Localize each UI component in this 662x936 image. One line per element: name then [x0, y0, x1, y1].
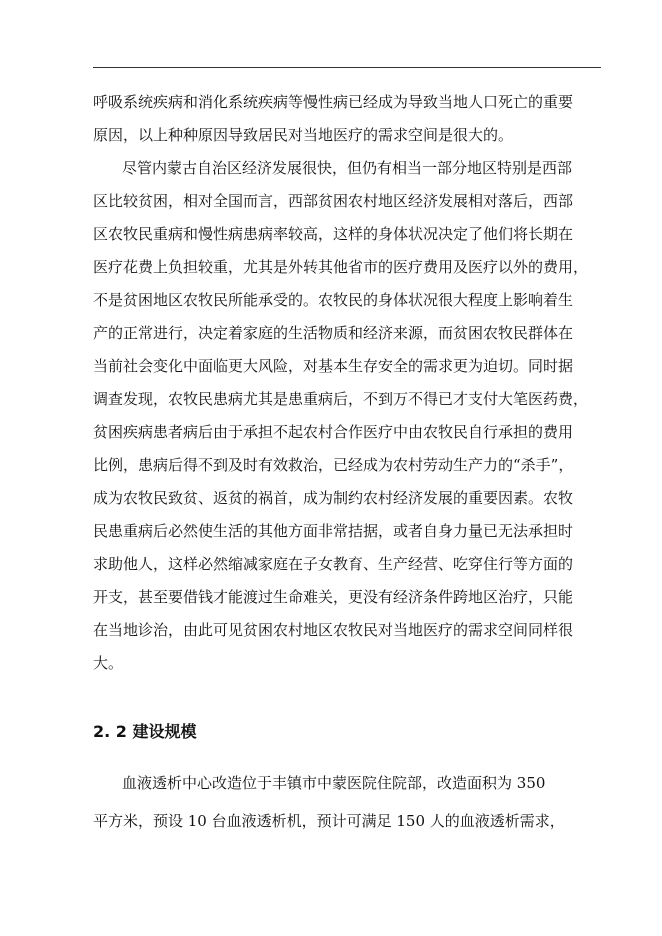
text-line: 不是贫困地区农牧民所能承受的。农牧民的身体状况很大程度上影响着生	[93, 291, 574, 309]
text-line: 调查发现，农牧民患病尤其是患重病后，不到万不得已才支付大笔医药费，	[93, 390, 589, 408]
text-line: 求助他人，这样必然缩减家庭在子女教育、生产经营、吃穿住行等方面的	[93, 555, 574, 573]
text-line: 产的正常进行，决定着家庭的生活物质和经济来源，而贫困农牧民群体在	[93, 324, 574, 342]
header-rule	[93, 67, 601, 68]
text-line: 民患重病后必然使生活的其他方面非常拮据，或者自身力量已无法承担时	[93, 522, 574, 540]
text-line: 尽管内蒙古自治区经济发展很快，但仍有相当一部分地区特别是西部	[122, 159, 573, 177]
text-line: 区农牧民重病和慢性病患病率较高，这样的身体状况决定了他们将长期在	[93, 225, 574, 243]
text-line: 当前社会变化中面临更大风险，对基本生存安全的需求更为迫切。同时据	[93, 357, 574, 375]
text-line: 在当地诊治，由此可见贫困农村地区农牧民对当地医疗的需求空间同样很	[93, 621, 574, 639]
section-heading: 2. 2 建设规模	[93, 722, 197, 741]
text-line: 呼吸系统疾病和消化系统疾病等慢性病已经成为导致当地人口死亡的重要	[93, 93, 574, 111]
text-line: 贫困疾病患者病后由于承担不起农村合作医疗中由农牧民自行承担的费用	[93, 423, 574, 441]
text-line: 比例，患病后得不到及时有效救治，已经成为农村劳动生产力的“杀手”，	[93, 456, 574, 474]
text-line: 平方米，预设 10 台血液透析机，预计可满足 150 人的血液透析需求，	[93, 812, 565, 830]
text-line: 医疗花费上负担较重，尤其是外转其他省市的医疗费用及医疗以外的费用，	[93, 258, 589, 276]
text-line: 成为农牧民致贫、返贫的祸首，成为制约农村经济发展的重要因素。农牧	[93, 489, 574, 507]
text-line: 原因，以上种种原因导致居民对当地医疗的需求空间是很大的。	[93, 126, 514, 144]
text-line: 大。	[93, 654, 124, 672]
text-line: 血液透析中心改造位于丰镇市中蒙医院住院部，改造面积为 350	[122, 774, 546, 792]
text-line: 开支，甚至要借钱才能渡过生命难关，更没有经济条件跨地区治疗，只能	[93, 588, 574, 606]
text-line: 区比较贫困，相对全国而言，西部贫困农村地区经济发展相对落后，西部	[93, 192, 574, 210]
